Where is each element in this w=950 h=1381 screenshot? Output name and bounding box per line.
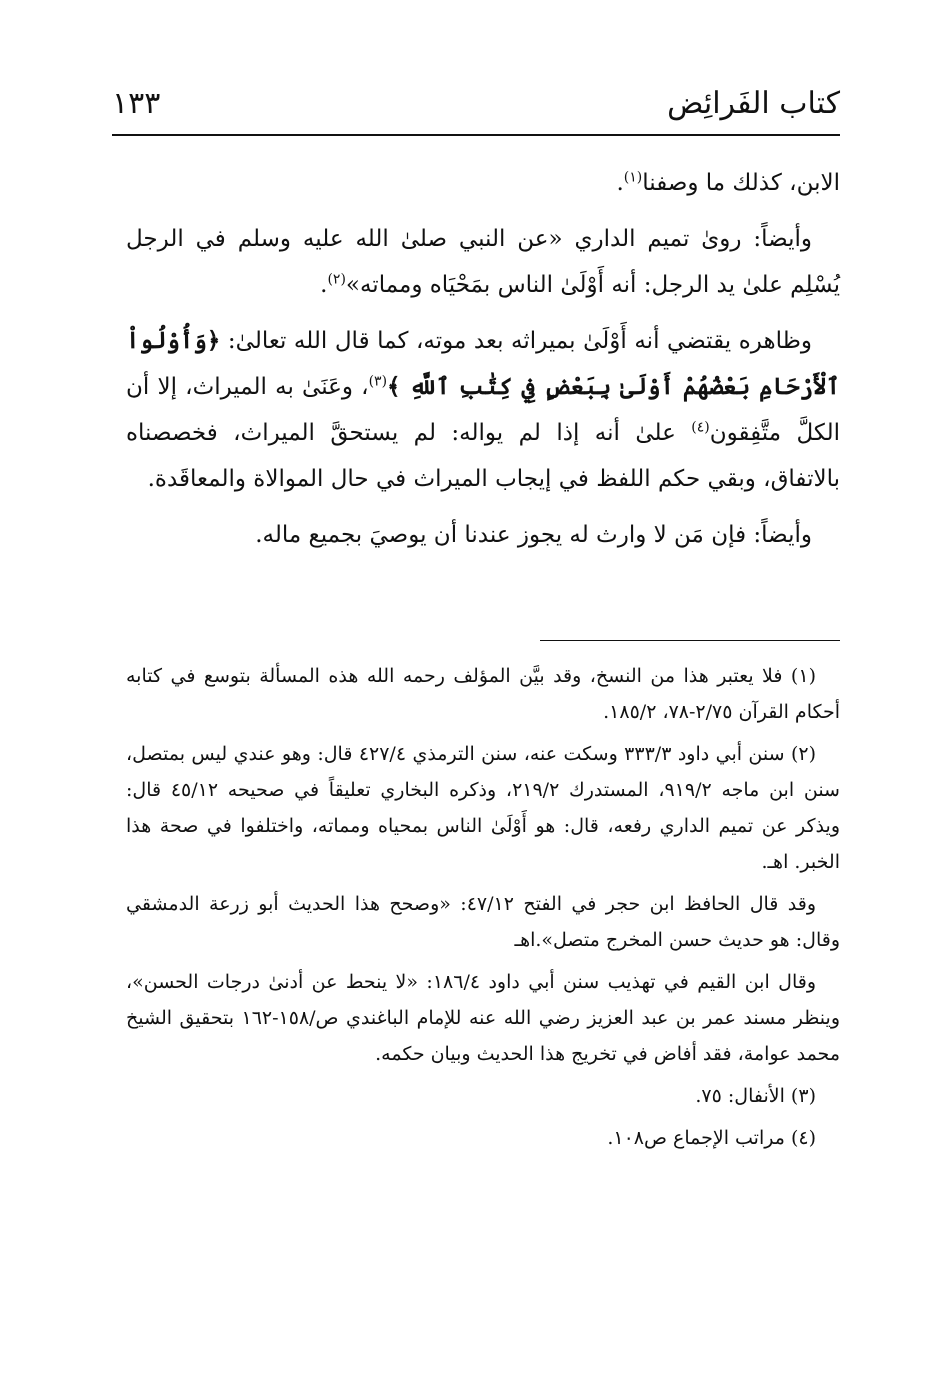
footnote-2: (٢) سنن أبي داود ٣٣٣/٣ وسكت عنه، سنن الترمذي ٤٢٧/٤ قال: وهو عندي ليس بمتصل، سنن ابن ماجه ٩١٩/٢، المستدرك ٢١٩/٢، وذكره البخاري تعليقاً في صحيحه ٤٥/١٢ قال: ويذكر عن تميم الداري رفعه، قال: هو أَوْلَىٰ الناس بمحياه ومماته، واختلفوا في صحة هذا الخبر. اهـ.	[126, 743, 840, 873]
footnote-ref-3: (٣)	[368, 373, 388, 390]
paragraph-3-text-a: وظاهره يقتضي أنه أَوْلَىٰ بميراثه بعد موته، كما قال الله تعالىٰ:	[227, 328, 812, 354]
footnote-ref-4: (٤)	[691, 419, 710, 436]
footnotes	[126, 658, 840, 1162]
quran-verse: ﴿وَأُوْلُواْ ٱلْأَرْحَامِ بَعْضُهُمْ أَوْلَىٰ بِبَعْضٍ فِي كِتَٰبِ ٱللَّهِ ﴾	[126, 327, 840, 400]
footnote-3: (٣) الأنفال: ٧٥.	[695, 1085, 816, 1107]
paragraph-1	[126, 160, 840, 206]
paragraph-1-text: الابن، كذلك ما وصفنا	[642, 170, 840, 196]
footnote-1: (١) فلا يعتبر هذا من النسخ، وقد بيَّن المؤلف رحمه الله هذه المسألة بتوسع في كتابه أحكام القرآن ٢/٧٥-٧٨، ١٨٥/٢.	[126, 665, 840, 723]
paragraph-4: وأيضاً: فإن مَن لا وارث له يجوز عندنا أن يوصيَ بجميع ماله.	[255, 522, 812, 548]
footnote-separator	[540, 640, 840, 641]
paragraph-3	[126, 318, 840, 502]
footnote-4: (٤) مراتب الإجماع ص١٠٨.	[607, 1127, 816, 1149]
footnote-ref-1: (١)	[623, 169, 643, 186]
paragraph-1-end: .	[616, 170, 624, 196]
footnote-ref-2: (٢)	[327, 271, 346, 288]
paragraph-3-text-b: ، وعَنَىٰ به الميراث، إلا أن الكلَّ متَّفِقون	[126, 374, 840, 446]
book-title: كتاب الفَرائِض	[667, 86, 840, 121]
paragraph-2-text: وأيضاً: روىٰ تميم الداري «عن النبي صلىٰ الله عليه وسلم في الرجل يُسْلِم علىٰ يد الرجل: أنه أَوْلَىٰ الناس بمَحْيَاه ومماته»	[126, 226, 840, 298]
page-number: ١٣٣	[112, 86, 161, 121]
footnote-2-continued-b: وقال ابن القيم في تهذيب سنن أبي داود ١٨٦/٤: «لا ينحط عن أدنىٰ درجات الحسن»، وينظر مسند عمر بن عبد العزيز رضي الله عنه للإمام الباغندي ص/١٥٨-١٦٢ بتحقيق الشيخ محمد عوامة، فقد أفاض في تخريج هذا الحديث وبيان حكمه.	[126, 971, 841, 1065]
paragraph-2	[126, 216, 840, 308]
footnote-2-continued-a: وقد قال الحافظ ابن حجر في الفتح ٤٧/١٢: «وصحح هذا الحديث أبو زرعة الدمشقي وقال: هو حديث حسن المخرج متصل».اهـ	[126, 893, 840, 951]
main-text	[126, 160, 840, 568]
paragraph-2-end: .	[320, 272, 328, 298]
paragraph-3-text-c: علىٰ أنه إذا لم يواله: لم يستحقَّ الميراث، فخصصناه بالاتفاق، وبقي حكم اللفظ في إيجاب الميراث في حال الموالاة والمعاقَدة.	[126, 420, 840, 492]
page-header	[112, 86, 840, 134]
header-rule	[112, 134, 840, 136]
